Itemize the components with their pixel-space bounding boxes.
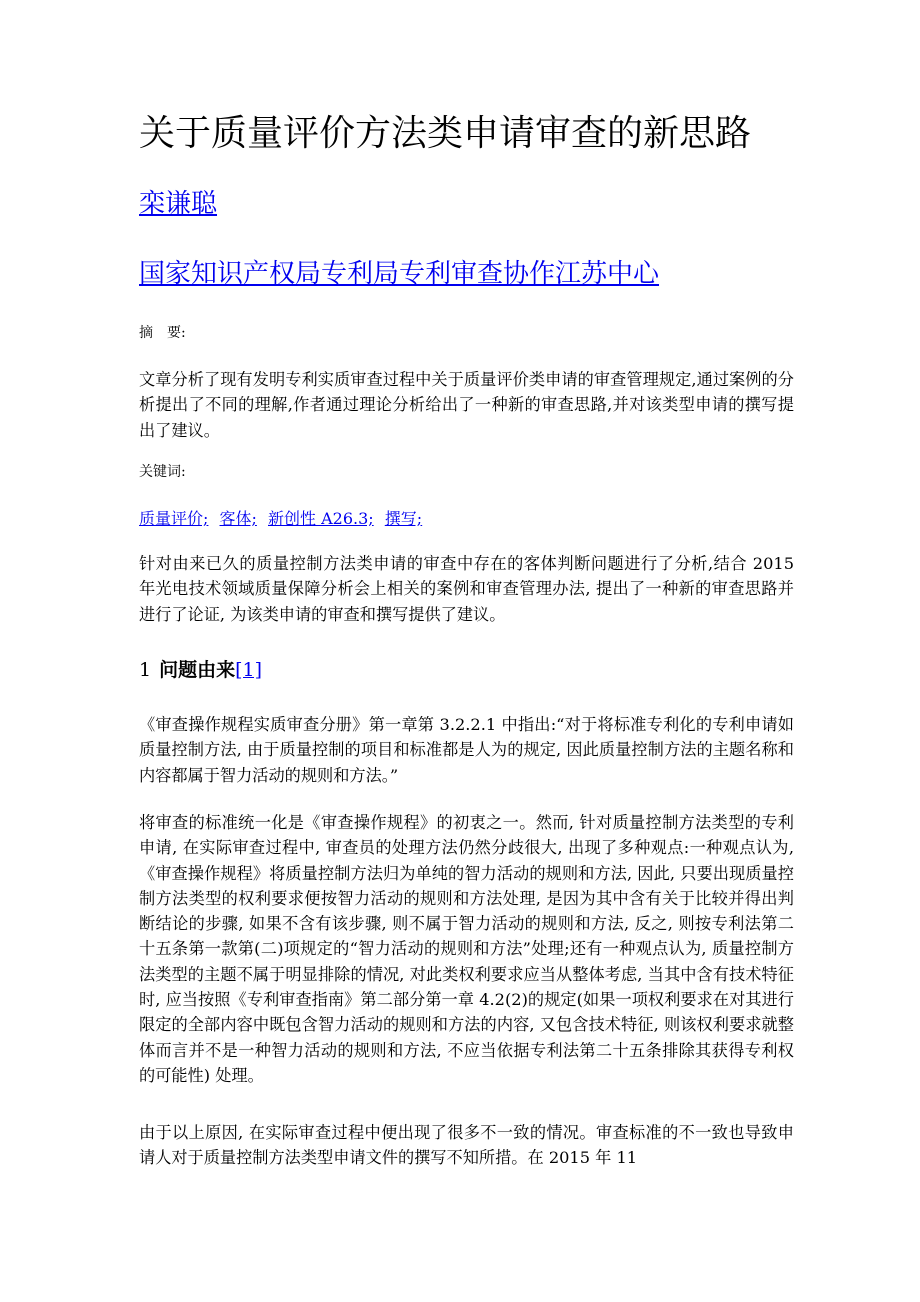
section-title: 问题由来 [159,659,236,681]
keywords-label: 关键词: [139,464,186,480]
article-title: 关于质量评价方法类申请审查的新思路 [139,113,752,154]
abstract-text: 文章分析了现有发明专利实质审查过程中关于质量评价类申请的审查管理规定,通过案例的分析提出了不同的理解,作者通过理论分析给出了一种新的审查思路,并对该类型申请的撰写提出了建议。 [139,370,794,440]
abstract-label: 摘 要: [139,325,186,341]
keyword-link[interactable]: 新创性 A26.3; [268,509,374,528]
affiliation-line [139,254,659,294]
body-paragraph: 将审查的标准统一化是《审查操作规程》的初衷之一。然而, 针对质量控制方法类型的专利申请, 在实际审查过程中, 审查员的处理方法仍然分歧很大, 出现了多种观点:一种观点认为, 《审查操作规程》将质量控制方法归为单纯的智力活动的规则和方法, 因此, 只要出现质量控制方法类型的权利要求便按智力活动的规则和方法处理, 是因为其中含有关于比较并得出判断结论的步骤, 如果不含有该步骤, 则不属于智力活动的规则和方法, 反之, 则按专利法第二十五条第一款第(二)项规定的“智力活动的规则和方法”处理;还有一种观点认为, 质量控制方法类型的主题不属于明显排除的情况, 对此类权利要求应当从整体考虑, 当其中含有技术特征时, 应当按照《专利审查指南》第二部分第一章 4.2(2)的规定(如果一项权利要求在对其进行限定的全部内容中既包含智力活动的规则和方法的内容, 又包含技术特征, 则该权利要求就整体而言并不是一种智力活动的规则和方法, 不应当依据专利法第二十五条排除其获得专利权的可能性) 处理。 [139,813,794,1085]
affiliation-link[interactable]: 国家知识产权局专利局专利审查协作江苏中心 [139,259,660,289]
section-number: 1 [139,659,152,681]
author-link[interactable]: 栾谦聪 [139,189,218,219]
keyword-link[interactable]: 撰写; [384,509,423,528]
body-paragraph: 《审查操作规程实质审查分册》第一章第 3.2.2.1 中指出:“对于将标准专利化的专利申请如质量控制方法, 由于质量控制的项目和标准都是人为的规定, 因此质量控制方法的主题名称和内容都属于智力活动的规则和方法。” [139,715,794,785]
keyword-link[interactable]: 质量评价; [139,509,209,528]
author-line [139,184,217,224]
section-heading [139,656,262,684]
keyword-link[interactable]: 客体; [219,509,257,528]
keywords-list [139,507,428,531]
intro-paragraph: 针对由来已久的质量控制方法类申请的审查中存在的客体判断问题进行了分析,结合 2015 年光电技术领域质量保障分析会上相关的案例和审查管理办法, 提出了一种新的审查思路并进行了论证, 为该类申请的审查和撰写提供了建议。 [139,554,794,624]
body-paragraph: 由于以上原因, 在实际审查过程中便出现了很多不一致的情况。审查标准的不一致也导致申请人对于质量控制方法类型申请文件的撰写不知所措。在 2015 年 11 [139,1123,794,1168]
reference-link[interactable]: [1] [235,659,263,681]
